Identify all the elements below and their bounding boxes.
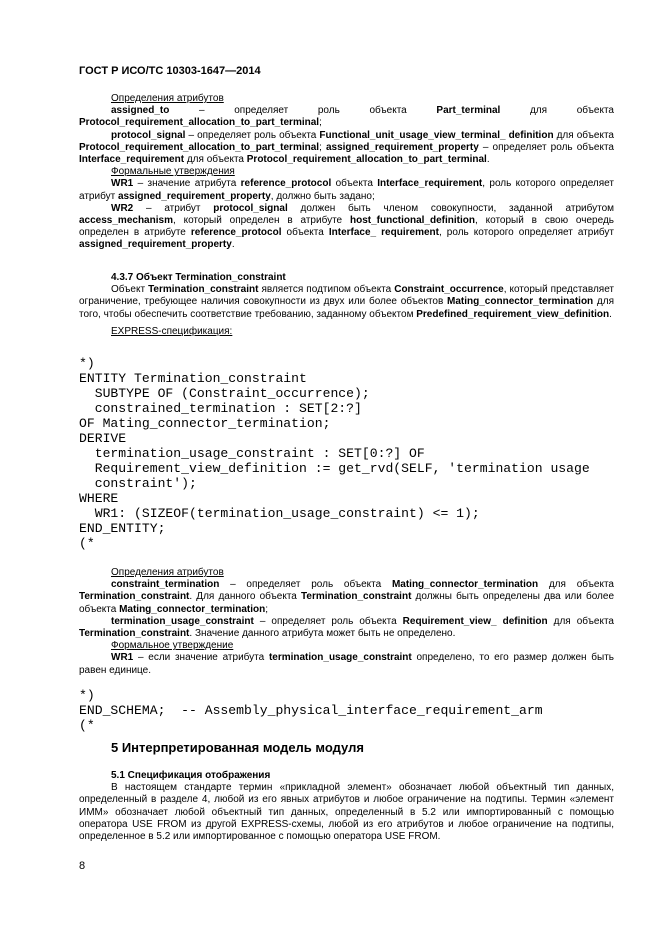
attributes-block-2 [79, 567, 614, 677]
code-line: END_ENTITY; [79, 521, 166, 536]
section-paragraph: В настоящем стандарте термин «прикладной элемент» обозначает любой объектный тип данных, определенный в разделе 4, любой из его явных атрибутов и любое ограничение на подтипы. Термин «элемент ИММ» обозначает любой объектный тип данных, определенный в 5.2 или импортированный с помощью оператора USE FROM из другой EXPRESS-схемы, любой из его атрибутов и любое ограничение на подтипы, определенное в 5.2 или импортированное с помощью оператора USE FROM. [79, 782, 614, 843]
attributes-label: Определения атрибутов [111, 93, 224, 104]
attributes-block-1 [79, 93, 614, 252]
express-code-end-schema [79, 688, 543, 733]
code-line: END_SCHEMA; -- Assembly_physical_interface_requirement_arm [79, 703, 543, 718]
code-line: ENTITY Termination_constraint [79, 371, 307, 386]
code-line: constrained_termination : SET[2:?] [79, 401, 362, 416]
express-code-block [79, 356, 590, 551]
express-label: EXPRESS-спецификация: [111, 325, 233, 337]
attribute-termination-usage-constraint: termination_usage_constraint – определяет роль объекта Requirement_view_ definition для объекта Termination_constraint. Значение данного атрибута может быть не определено. [79, 615, 614, 640]
attributes-label: Определения атрибутов [111, 567, 224, 578]
code-line: constraint'); [79, 476, 197, 491]
rule-wr2: WR2 – атрибут protocol_signal должен быть членом совокупности, заданной атрибутом access_mechanism, который определен в атрибуте host_functional_definition, который в свою очередь определен в атрибуте reference_protocol объекта Interface_ requirement, роль которого определяет атрибут assigned_requirement_property. [79, 202, 615, 251]
attribute-constraint-termination: constraint_termination – определяет роль объекта Mating_connector_termination для объекта Termination_constraint. Для данного объекта Termination_constraint должны быть определены два или более объекта Mating_connector_termination; [79, 579, 615, 615]
code-line: DERIVE [79, 431, 127, 446]
section-5-title: 5 Интерпретированная модель модуля [111, 740, 364, 755]
section-5-1 [79, 770, 614, 843]
code-line: SUBTYPE OF (Constraint_occurrence); [79, 386, 370, 401]
code-line: (* [79, 718, 95, 733]
code-line: WHERE [79, 491, 119, 506]
section-title: 4.3.7 Объект Termination_constraint [111, 272, 286, 283]
document-header: ГОСТ Р ИСО/ТС 10303-1647—2014 [79, 65, 261, 77]
section-4-3-7 [79, 272, 614, 338]
code-line: OF Mating_connector_termination; [79, 416, 331, 431]
section-paragraph: Объект Termination_constraint является подтипом объекта Constraint_occurrence, который представляет ограничение, требующее наличия совокупности из двух или более объектов Mating_connector_termination для того, чтобы обеспечить соответствие требованию, заданному объектом Predefined_requirement_view_definition. [79, 284, 614, 320]
code-line: (* [79, 536, 95, 551]
attribute-protocol-signal: protocol_signal – определяет роль объекта Functional_unit_usage_view_terminal_ definition для объекта Protocol_requirement_allocation_to_part_terminal; assigned_requirement_property – определяет роль объекта Interface_requirement для объекта Protocol_requirement_allocation_to_part_terminal. [79, 129, 614, 166]
rule-wr1: WR1 – если значение атрибута termination_usage_constraint определено, то его размер должен быть равен единице. [79, 652, 614, 676]
attribute-assigned-to: assigned_to – определяет роль объекта Part_terminal для объекта Protocol_requirement_allocation_to_part_terminal; [79, 105, 614, 129]
code-line: *) [79, 356, 95, 371]
formal-rule-label: Формальное утверждение [111, 640, 234, 652]
rule-wr1: WR1 – значение атрибута reference_protocol объекта Interface_requirement, роль которого определяет атрибут assigned_requirement_property, должно быть задано; [79, 178, 614, 202]
code-line: *) [79, 688, 95, 703]
code-line: Requirement_view_definition := get_rvd(SELF, 'termination usage [79, 461, 590, 476]
subsection-title: 5.1 Спецификация отображения [111, 770, 271, 781]
formal-rules-label: Формальные утверждения [111, 166, 235, 178]
code-line: WR1: (SIZEOF(termination_usage_constraint) <= 1); [79, 506, 480, 521]
page-number: 8 [79, 860, 86, 872]
code-line: termination_usage_constraint : SET[0:?] OF [79, 446, 425, 461]
